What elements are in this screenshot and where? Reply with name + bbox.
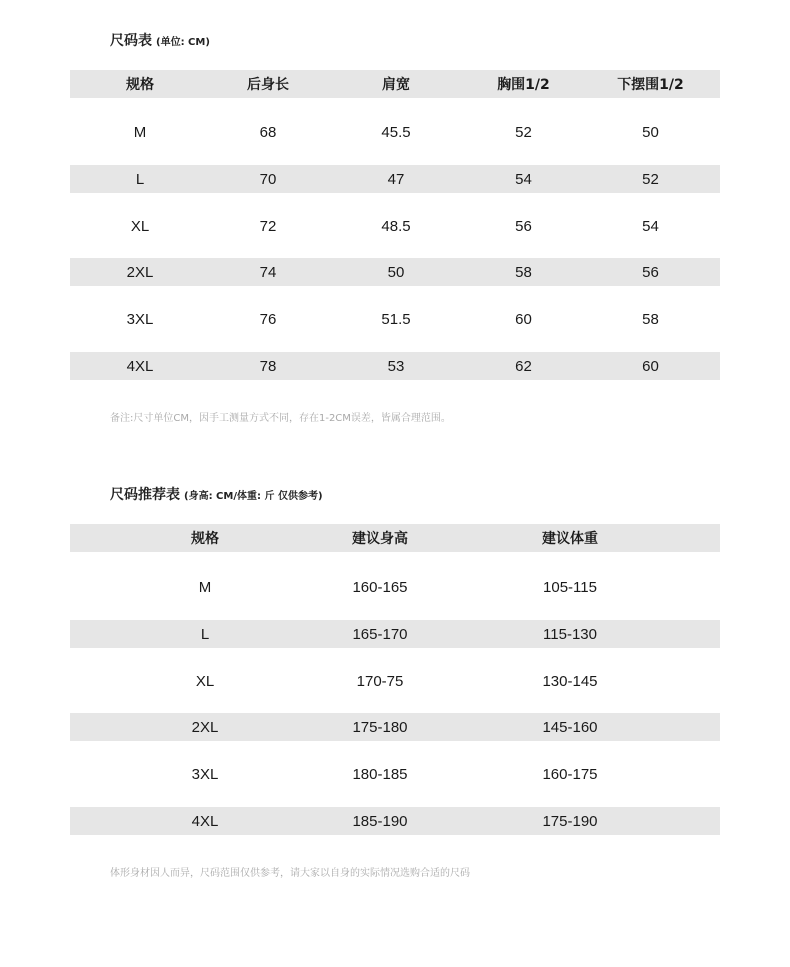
- table-row: [70, 573, 720, 601]
- size-chart-row: [70, 352, 720, 380]
- table-cell: 72: [259, 217, 277, 235]
- table-cell: 170-75: [356, 672, 404, 690]
- table-cell: 4XL: [191, 812, 219, 830]
- table-cell: 185-190: [352, 812, 408, 830]
- table-cell: 58: [642, 310, 659, 328]
- table-row: [70, 212, 720, 240]
- table-cell: 70: [259, 170, 277, 188]
- table-row: [70, 667, 720, 695]
- table-cell: 60: [515, 310, 532, 328]
- table-cell: 62: [515, 357, 532, 375]
- table-cell: 78: [259, 357, 277, 375]
- size-chart-row: [70, 258, 720, 286]
- table-cell: 4XL: [126, 357, 154, 375]
- table-cell: 115-130: [543, 625, 597, 643]
- table-row: [70, 760, 720, 788]
- table-cell: 165-170: [352, 625, 408, 643]
- table-cell: 175-180: [352, 718, 408, 736]
- table-cell: 160-175: [542, 765, 598, 783]
- table-cell: M: [133, 123, 147, 141]
- size-chart-title-text: 尺码表: [110, 33, 152, 49]
- size-chart-title: [110, 30, 210, 50]
- size-chart-row: [70, 212, 720, 240]
- table-cell: 54: [515, 170, 532, 188]
- table-cell: 3XL: [126, 310, 154, 328]
- table-cell: 2XL: [191, 718, 219, 736]
- table-cell: XL: [130, 217, 150, 235]
- table-cell: 47: [387, 170, 405, 188]
- table-cell: 76: [259, 310, 277, 328]
- header-cell: 规格: [126, 77, 154, 93]
- recommend-chart-row: [70, 807, 720, 835]
- size-chart-row: [70, 118, 720, 146]
- table-cell: 52: [515, 123, 532, 141]
- recommend-chart-row: [70, 573, 720, 601]
- recommend-chart-note: 体形身材因人而异，尺码范围仅供参考，请大家以自身的实际情况选购合适的尺码: [110, 868, 470, 879]
- header-cell: 后身长: [247, 77, 289, 93]
- header-cell: 胸围1/2: [497, 77, 550, 93]
- header-cell: 下摆围1/2: [617, 77, 684, 93]
- recommend-chart-header-row: [70, 524, 720, 552]
- recommend-chart-table: [70, 524, 720, 552]
- table-row: [70, 258, 720, 286]
- table-row: [70, 713, 720, 741]
- table-row: [70, 352, 720, 380]
- table-cell: 2XL: [126, 263, 154, 281]
- table-row: [70, 305, 720, 333]
- recommend-chart-unit: (身高: CM/体重: 斤 仅供参考): [184, 491, 323, 502]
- header-cell: 规格: [191, 531, 219, 547]
- table-cell: 48.5: [381, 217, 411, 235]
- table-cell: 74: [259, 263, 277, 281]
- table-cell: 160-165: [352, 578, 408, 596]
- table-cell: 50: [387, 263, 405, 281]
- table-row: [70, 620, 720, 648]
- table-cell: 3XL: [191, 765, 219, 783]
- recommend-chart-title-text: 尺码推荐表: [110, 487, 180, 503]
- table-cell: 175-190: [542, 812, 598, 830]
- recommend-chart-title: [110, 484, 323, 504]
- size-chart-note: 备注:尺寸单位CM，因手工测量方式不同，存在1-2CM误差，皆属合理范围。: [110, 413, 451, 424]
- table-cell: 54: [642, 217, 659, 235]
- size-chart-row: [70, 305, 720, 333]
- table-cell: L: [200, 625, 210, 643]
- table-cell: 58: [515, 263, 532, 281]
- table-cell: 53: [387, 357, 405, 375]
- recommend-chart-row: [70, 760, 720, 788]
- table-cell: L: [135, 170, 145, 188]
- table-cell: 60: [642, 357, 659, 375]
- header-cell: 建议身高: [352, 531, 408, 547]
- size-chart-unit: (单位: CM): [156, 37, 210, 48]
- table-cell: 105-115: [543, 578, 597, 596]
- table-row: [70, 118, 720, 146]
- size-chart-row: [70, 165, 720, 193]
- table-row: [70, 165, 720, 193]
- table-cell: 68: [259, 123, 277, 141]
- recommend-chart-row: [70, 713, 720, 741]
- table-cell: 145-160: [542, 718, 598, 736]
- table-row: [70, 807, 720, 835]
- table-cell: M: [198, 578, 212, 596]
- table-cell: 45.5: [381, 123, 411, 141]
- table-cell: 56: [515, 217, 532, 235]
- table-cell: 50: [642, 123, 659, 141]
- table-cell: 56: [642, 263, 659, 281]
- recommend-chart-row: [70, 620, 720, 648]
- recommend-chart-row: [70, 667, 720, 695]
- table-cell: 51.5: [381, 310, 411, 328]
- size-chart-table: [70, 70, 720, 98]
- header-cell: 肩宽: [382, 77, 410, 93]
- size-chart-header-row: [70, 70, 720, 98]
- table-cell: 180-185: [352, 765, 408, 783]
- table-cell: 130-145: [542, 672, 598, 690]
- header-cell: 建议体重: [542, 531, 598, 547]
- table-cell: 52: [642, 170, 659, 188]
- table-cell: XL: [195, 672, 215, 690]
